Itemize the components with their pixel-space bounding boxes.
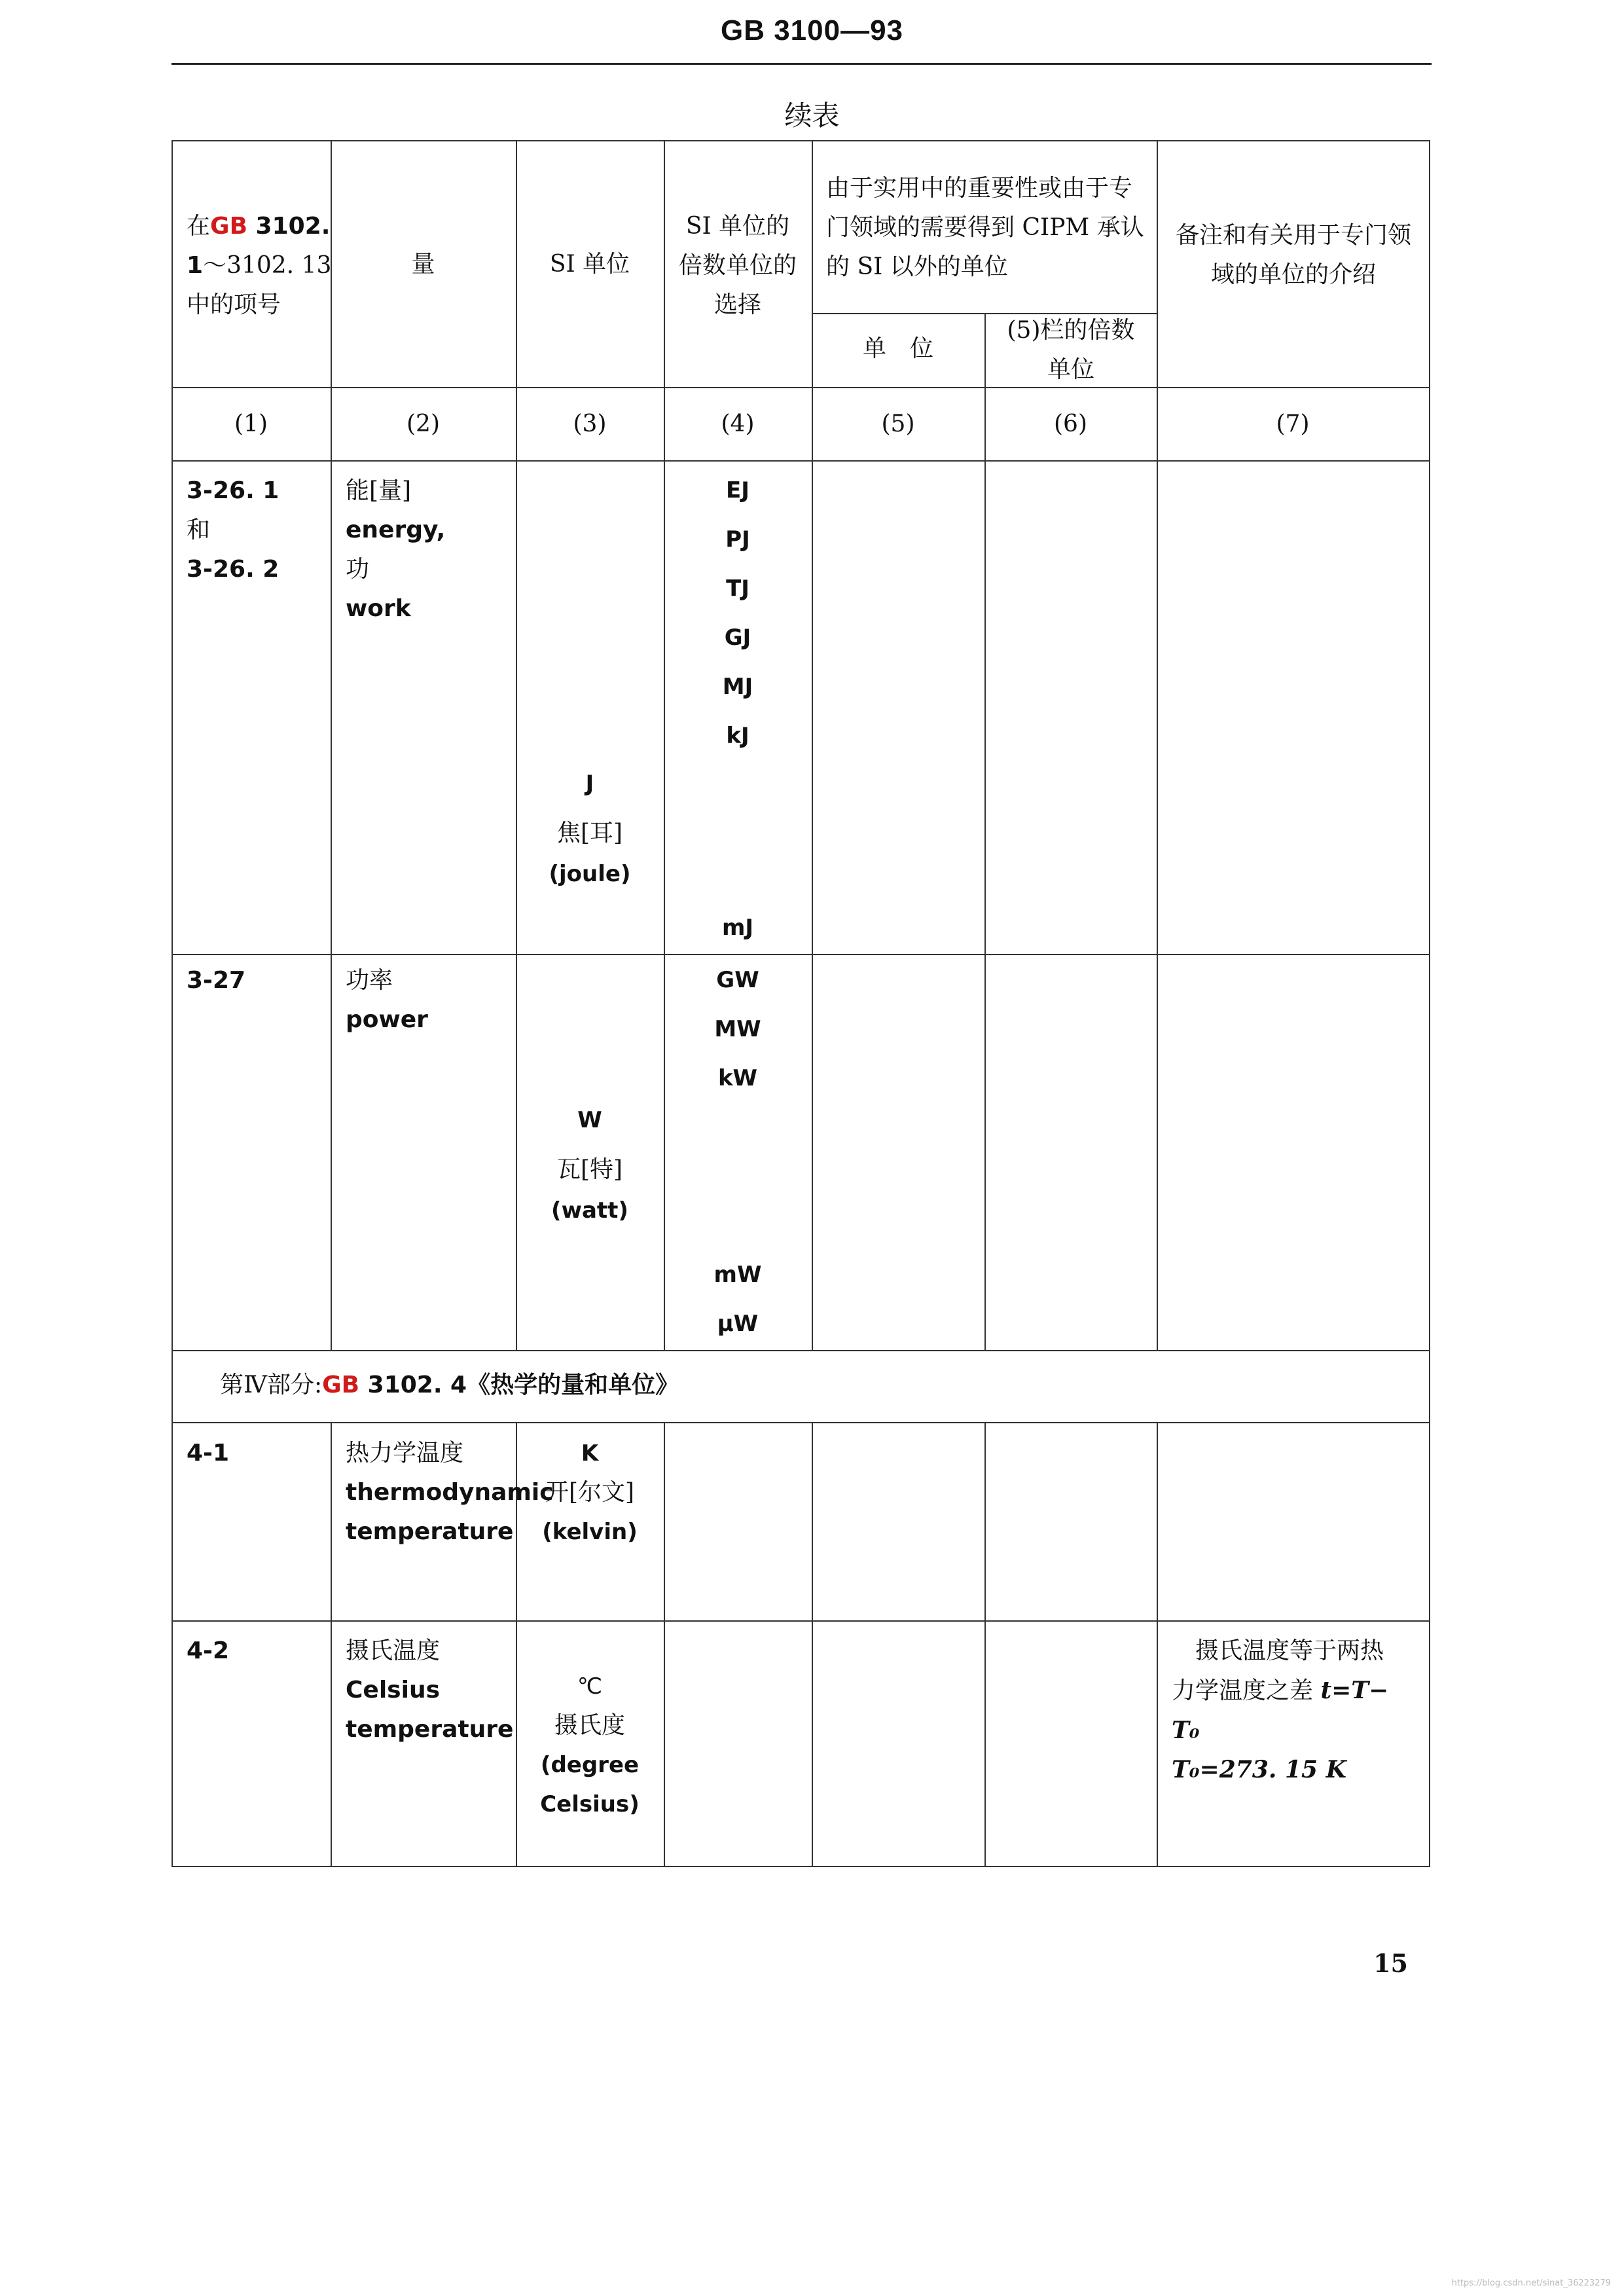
grid-line [664,1422,665,1866]
col1-header [187,207,332,325]
col6-subheader: (5)栏的倍数单位 [1007,317,1135,383]
grid-line [812,140,813,1350]
multiple-unit: mJ [721,915,754,941]
grid-line [984,313,986,1350]
note-formula: T₀=273. 15 K [1172,1756,1346,1783]
quantity-en: temperature [346,1518,514,1545]
si-unit-name-en: (watt) [551,1197,628,1224]
grid-line [171,954,1430,955]
page-number: 15 [1373,1948,1408,1978]
table-row-energy-multiples-small [664,903,812,953]
multiple-unit: MJ [722,674,753,700]
col4-header: SI 单位的倍数单位的选择 [678,213,797,318]
header-rule [171,63,1432,65]
col1-header-rest: ～3102. 13 中的项号 [187,252,332,318]
si-unit-name-en: (kelvin) [542,1519,638,1545]
si-unit-name-zh: 摄氏度 [554,1712,625,1739]
table-row-energy-item [187,471,279,589]
quantity-zh: 能[量] [346,477,412,504]
quantity-en: thermodynamic [346,1479,554,1506]
multiple-unit: kW [717,1065,758,1091]
col-number: (3) [573,410,607,437]
multiple-unit: kJ [726,723,749,749]
item-and: 和 [187,517,211,543]
note-line: 摄氏温度等于两热 [1195,1637,1384,1664]
quantity-zh: 热力学温度 [346,1440,464,1467]
col-number: (7) [1276,410,1310,437]
col5-subheader: 单 位 [862,335,933,362]
col-number: (2) [406,410,440,437]
table-row-4-1-item: 4-1 [187,1440,230,1467]
col-number: (5) [881,410,915,437]
table-row-power-multiples-small [664,1250,812,1349]
quantity-en: energy, [346,517,446,543]
table-row-energy-multiples [664,466,812,761]
document-header: GB 3100—93 [720,14,904,46]
col1-header-gb: GB [210,213,248,240]
section-title [220,1366,679,1405]
multiple-unit: μW [717,1311,759,1337]
col3-header: SI 单位 [549,251,630,278]
col1-header-pre: 在 [187,213,211,240]
item-number: 3-26. 2 [187,556,280,583]
si-unit-name-en: (joule) [549,861,631,887]
table-row-power-multiples [664,956,812,1103]
grid-line [331,1422,332,1866]
item-number: 3-27 [187,967,246,994]
si-unit-name-zh: 瓦[特] [556,1156,623,1183]
multiple-unit: GW [716,967,759,993]
si-unit-symbol: ℃ [577,1673,603,1700]
table-row-4-2-si-unit [516,1667,664,1824]
multiple-unit: mW [713,1262,762,1288]
quantity-en: work [346,595,411,622]
multiple-unit: MW [714,1016,761,1042]
table-row-power-si-unit [516,1100,664,1231]
grid-line [1429,140,1430,1866]
grid-line [171,1620,1430,1622]
grid-line [171,1866,1430,1867]
si-unit-name-en: Celsius) [540,1791,640,1817]
multiple-unit: GJ [724,625,751,651]
table-row-4-2-note [1172,1631,1420,1789]
col-number: (4) [721,410,755,437]
multiple-unit: EJ [726,477,749,503]
col7-header: 备注和有关用于专门领域的单位的介绍 [1175,222,1411,288]
grid-line [1157,140,1158,1350]
grid-line [984,1422,986,1866]
col2-header: 量 [411,251,435,278]
section-title-gb: GB [322,1372,360,1398]
table-row-power-item [187,961,245,1000]
table-continued-title: 续表 [784,100,840,132]
col1-header-mid: 3102. 1 [187,213,331,279]
table-row-4-2-quantity [346,1631,513,1749]
item-number: 3-26. 1 [187,477,280,504]
grid-line [171,387,1430,388]
note-line: 力学温度之差 [1172,1677,1321,1704]
si-unit-name-en: (degree [540,1752,640,1778]
si-unit-name-zh: 开[尔文] [545,1479,635,1506]
quantity-en: temperature [346,1716,514,1743]
section-title-pre: 第Ⅳ部分: [220,1372,323,1398]
col-number: (6) [1054,410,1087,437]
grid-line [171,1350,1430,1351]
quantity-zh: 功率 [346,967,393,994]
grid-line [171,1422,1430,1423]
col56-header: 由于实用中的重要性或由于专门领域的需要得到 CIPM 承认的 SI 以外的单位 [826,175,1144,280]
si-unit-symbol: W [577,1107,602,1133]
col-number: (1) [234,410,268,437]
multiple-unit: PJ [725,526,750,553]
grid-line [812,1422,813,1866]
si-unit-symbol: J [585,771,594,797]
note-formula: T₀ [1172,1717,1200,1744]
quantity-en: power [346,1006,428,1033]
table-row-4-2-item: 4-2 [187,1637,230,1664]
quantity-zh: 功 [346,556,370,583]
grid-line [171,140,1430,141]
si-unit-symbol: K [581,1440,599,1467]
grid-line [1157,1422,1158,1866]
multiple-unit: TJ [726,575,749,602]
quantity-zh: 摄氏温度 [346,1637,441,1664]
table-row-energy-si-unit [516,763,664,894]
section-title-rest: 3102. 4《热学的量和单位》 [359,1372,679,1398]
watermark: https://blog.csdn.net/sinat_36223279 [1451,2278,1611,2288]
table-row-4-1-si-unit [516,1434,664,1552]
note-formula: t=T− [1320,1677,1389,1704]
quantity-en: Celsius [346,1677,440,1704]
table-row-energy-quantity [346,471,445,629]
si-unit-name-zh: 焦[耳] [556,820,623,847]
table-row-power-quantity [346,961,428,1040]
grid-line [171,460,1430,462]
grid-line [171,140,173,1866]
